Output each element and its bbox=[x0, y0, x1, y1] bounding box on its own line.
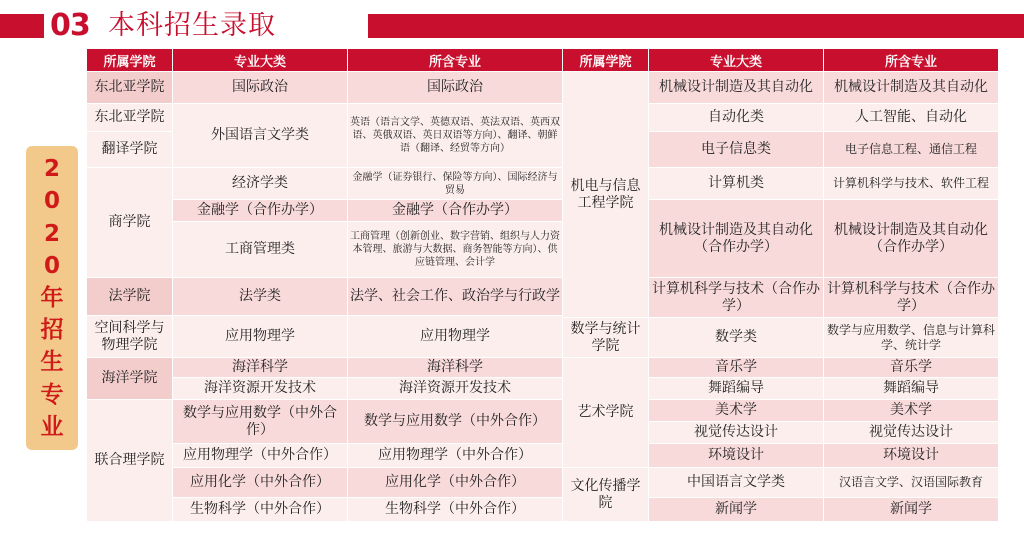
majors-cell: 环境设计 bbox=[824, 444, 999, 468]
majors-cell: 英语（语言文学、英德双语、英法双语、英西双语、英俄双语、英日双语等方向）、翻译、朝鲜语（翻译、经贸等方向） bbox=[348, 104, 563, 168]
side-char: 招 bbox=[40, 317, 64, 344]
majors-cell: 金融学（证券银行、保险等方向）、国际经济与贸易 bbox=[348, 168, 563, 200]
college-cell: 数学与统计学院 bbox=[563, 318, 649, 358]
category-cell: 海洋资源开发技术 bbox=[173, 378, 348, 400]
majors-cell: 机械设计制造及其自动化（合作办学） bbox=[824, 200, 999, 278]
majors-cell: 视觉传达设计 bbox=[824, 422, 999, 444]
category-cell: 中国语言文学类 bbox=[649, 468, 824, 498]
category-cell: 经济学类 bbox=[173, 168, 348, 200]
side-char: 专 bbox=[40, 381, 64, 408]
category-cell: 外国语言文学类 bbox=[173, 104, 348, 168]
majors-cell: 美术学 bbox=[824, 400, 999, 422]
table-row bbox=[87, 444, 999, 468]
majors-cell: 法学、社会工作、政治学与行政学 bbox=[348, 278, 563, 316]
college-cell: 机电与信息工程学院 bbox=[563, 72, 649, 318]
majors-cell: 舞蹈编导 bbox=[824, 378, 999, 400]
side-char: 0 bbox=[43, 252, 60, 279]
table-row bbox=[87, 498, 999, 522]
category-cell: 音乐学 bbox=[649, 358, 824, 378]
page-title: 本科招生录取 bbox=[108, 10, 276, 41]
category-cell: 视觉传达设计 bbox=[649, 422, 824, 444]
category-cell: 金融学（合作办学） bbox=[173, 200, 348, 222]
table-row bbox=[87, 104, 999, 132]
college-cell: 艺术学院 bbox=[563, 358, 649, 468]
side-char: 生 bbox=[40, 349, 64, 376]
college-cell: 法学院 bbox=[87, 278, 173, 316]
category-cell: 电子信息类 bbox=[649, 132, 824, 168]
college-cell: 海洋学院 bbox=[87, 358, 173, 400]
table-row bbox=[87, 278, 999, 316]
side-char: 0 bbox=[43, 188, 60, 215]
category-cell: 应用物理学 bbox=[173, 316, 348, 358]
table-row bbox=[87, 358, 999, 378]
side-char: 业 bbox=[40, 413, 64, 440]
table-row bbox=[87, 468, 999, 498]
majors-cell: 电子信息工程、通信工程 bbox=[824, 132, 999, 168]
table-row bbox=[87, 168, 999, 200]
majors-table bbox=[86, 48, 999, 522]
majors-cell: 机械设计制造及其自动化 bbox=[824, 72, 999, 104]
majors-cell: 海洋资源开发技术 bbox=[348, 378, 563, 400]
majors-cell: 计算机科学与技术（合作办学） bbox=[824, 278, 999, 318]
majors-cell: 人工智能、自动化 bbox=[824, 104, 999, 132]
side-char: 2 bbox=[43, 156, 60, 183]
majors-cell: 计算机科学与技术、软件工程 bbox=[824, 168, 999, 200]
category-cell: 自动化类 bbox=[649, 104, 824, 132]
majors-cell: 音乐学 bbox=[824, 358, 999, 378]
majors-cell: 应用物理学（中外合作） bbox=[348, 444, 563, 468]
th-college: 所属学院 bbox=[563, 49, 649, 72]
category-cell: 生物科学（中外合作） bbox=[173, 498, 348, 522]
majors-cell: 数学与应用数学（中外合作） bbox=[348, 400, 563, 444]
category-cell: 海洋科学 bbox=[173, 358, 348, 378]
majors-cell: 应用化学（中外合作） bbox=[348, 468, 563, 498]
table-row bbox=[87, 72, 999, 104]
majors-cell: 工商管理（创新创业、数字营销、组织与人力资本管理、旅游与大数据、商务智能等方向）、供应链管理、会计学 bbox=[348, 222, 563, 278]
th-majors: 所含专业 bbox=[824, 49, 999, 72]
side-label bbox=[26, 146, 78, 450]
majors-cell: 生物科学（中外合作） bbox=[348, 498, 563, 522]
college-cell: 空间科学与物理学院 bbox=[87, 316, 173, 358]
category-cell: 工商管理类 bbox=[173, 222, 348, 278]
th-college: 所属学院 bbox=[87, 49, 173, 72]
category-cell: 法学类 bbox=[173, 278, 348, 316]
table-row bbox=[87, 400, 999, 422]
majors-cell: 应用物理学 bbox=[348, 316, 563, 358]
table-header-row bbox=[87, 49, 999, 72]
majors-cell: 海洋科学 bbox=[348, 358, 563, 378]
majors-cell: 数学与应用数学、信息与计算科学、统计学 bbox=[824, 318, 999, 358]
category-cell: 计算机科学与技术（合作办学） bbox=[649, 278, 824, 318]
college-cell: 商学院 bbox=[87, 168, 173, 278]
side-char: 年 bbox=[40, 284, 64, 311]
table-row bbox=[87, 378, 999, 400]
college-cell: 翻译学院 bbox=[87, 132, 173, 168]
majors-cell: 汉语言文学、汉语国际教育 bbox=[824, 468, 999, 498]
category-cell: 数学与应用数学（中外合作） bbox=[173, 400, 348, 444]
college-cell: 文化传播学院 bbox=[563, 468, 649, 522]
category-cell: 应用化学（中外合作） bbox=[173, 468, 348, 498]
category-cell: 新闻学 bbox=[649, 498, 824, 522]
table-row bbox=[87, 200, 999, 222]
category-cell: 计算机类 bbox=[649, 168, 824, 200]
header-bar-right bbox=[368, 14, 1024, 38]
th-category: 专业大类 bbox=[649, 49, 824, 72]
category-cell: 机械设计制造及其自动化 bbox=[649, 72, 824, 104]
majors-cell: 金融学（合作办学） bbox=[348, 200, 563, 222]
side-char: 2 bbox=[43, 220, 60, 247]
th-majors: 所含专业 bbox=[348, 49, 563, 72]
section-number: 03 bbox=[50, 8, 90, 43]
majors-cell: 新闻学 bbox=[824, 498, 999, 522]
category-cell: 机械设计制造及其自动化（合作办学） bbox=[649, 200, 824, 278]
college-cell: 联合理学院 bbox=[87, 400, 173, 522]
category-cell: 美术学 bbox=[649, 400, 824, 422]
majors-cell: 国际政治 bbox=[348, 72, 563, 104]
th-category: 专业大类 bbox=[173, 49, 348, 72]
header-bar-left bbox=[0, 14, 44, 38]
category-cell: 应用物理学（中外合作） bbox=[173, 444, 348, 468]
college-cell: 东北亚学院 bbox=[87, 72, 173, 104]
category-cell: 国际政治 bbox=[173, 72, 348, 104]
college-cell: 东北亚学院 bbox=[87, 104, 173, 132]
category-cell: 舞蹈编导 bbox=[649, 378, 824, 400]
category-cell: 数学类 bbox=[649, 318, 824, 358]
category-cell: 环境设计 bbox=[649, 444, 824, 468]
